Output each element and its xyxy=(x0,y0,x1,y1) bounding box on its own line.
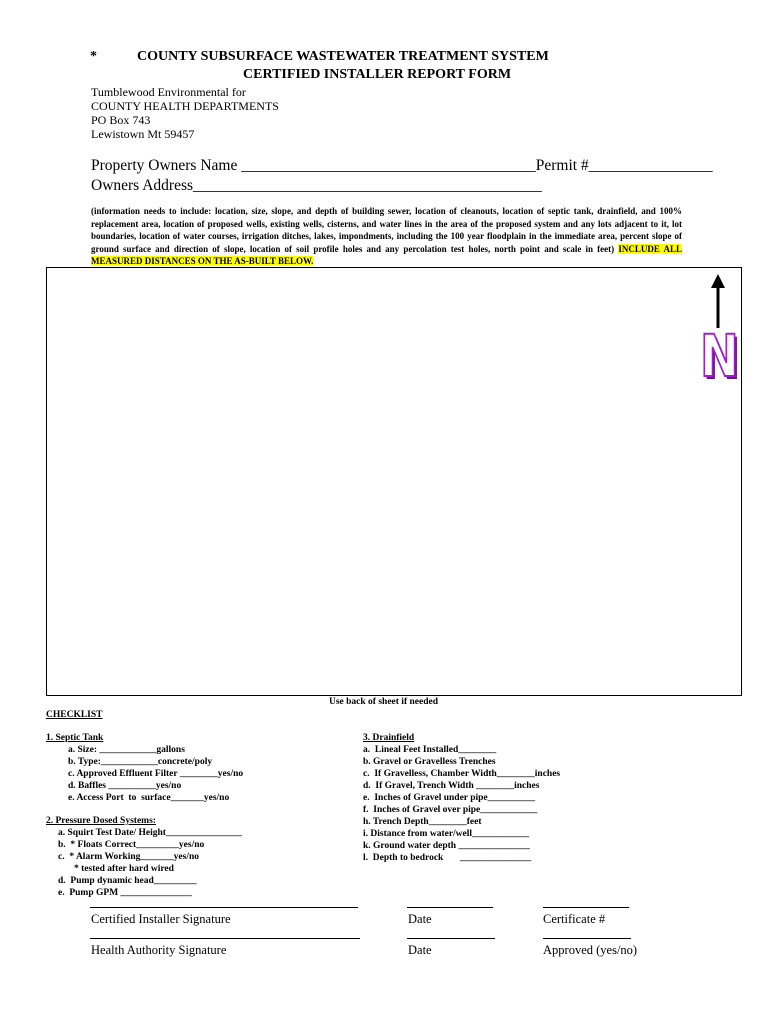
owners-address-field[interactable]: Owners Address_____________________________________________ xyxy=(91,177,542,194)
pump-gpm-field[interactable]: e. Pump GPM _______________ xyxy=(58,888,192,898)
address-line-3: PO Box 743 xyxy=(91,113,151,127)
septic-size-field[interactable]: a. Size: ____________gallons xyxy=(68,745,185,755)
property-owner-name-field[interactable]: Property Owners Name ______________________________________Permit #________________ xyxy=(91,157,713,174)
instructions-text: (information needs to include: location, size, slope, and depth of building sewer, location of cleanouts, location of septic tank, drainfield, and 100% replacement area, location of proposed wells, existing wells, cisterns, and water lines in the area of the proposed system and any lots adjacent to it, lot boundaries, location of water courses, irrigation ditches, lakes, impondments, including the 100 year floodplain in the immediate area, percent slope of ground surface and direction of slope, location of soil profile holes and any percolation test holes, north point and scale in feet) xyxy=(91,206,682,254)
access-port-field[interactable]: e. Access Port to surface_______yes/no xyxy=(68,793,230,803)
gravel-over-pipe-field[interactable]: f. Inches of Gravel over pipe____________ xyxy=(363,805,538,815)
north-letter: N xyxy=(700,322,739,390)
date-label-1: Date xyxy=(408,912,432,926)
instructions-paragraph xyxy=(91,205,682,268)
form-title-line1: COUNTY SUBSURFACE WASTEWATER TREATMENT SYSTEM xyxy=(137,49,549,64)
chamber-width-field[interactable]: c. If Gravelless, Chamber Width________inches xyxy=(363,769,561,779)
measured-distances-highlight: INCLUDE ALL MEASURED DISTANCES ON THE AS-BUILT BELOW. xyxy=(91,243,683,266)
address-line-2: COUNTY HEALTH DEPARTMENTS xyxy=(91,99,279,113)
health-authority-signature-line[interactable] xyxy=(90,938,360,939)
installer-signature-label: Certified Installer Signature xyxy=(91,912,231,926)
squirt-test-field[interactable]: a. Squirt Test Date/ Height________________ xyxy=(58,828,242,838)
approved-line[interactable] xyxy=(543,938,631,939)
approved-label: Approved (yes/no) xyxy=(543,943,638,957)
installer-signature-line[interactable] xyxy=(90,907,358,908)
distance-water-well-field[interactable]: i. Distance from water/well____________ xyxy=(363,829,530,839)
septic-tank-heading: 1. Septic Tank xyxy=(46,733,104,743)
pump-dynamic-head-field[interactable]: d. Pump dynamic head_________ xyxy=(58,876,197,886)
certificate-number-line[interactable] xyxy=(543,907,629,908)
septic-type-field[interactable]: b. Type:____________concrete/poly xyxy=(68,757,213,767)
checklist-heading: CHECKLIST xyxy=(46,710,103,720)
health-authority-signature-label: Health Authority Signature xyxy=(91,943,227,957)
certificate-label: Certificate # xyxy=(543,912,606,926)
address-line-1: Tumblewood Environmental for xyxy=(91,85,246,99)
ground-water-depth-field[interactable]: k. Ground water depth _______________ xyxy=(363,841,530,851)
baffles-field[interactable]: d. Baffles __________yes/no xyxy=(68,781,182,791)
back-of-sheet-note: Use back of sheet if needed xyxy=(329,697,438,707)
trench-depth-field[interactable]: h. Trench Depth________feet xyxy=(363,817,482,827)
installer-date-line[interactable] xyxy=(407,907,493,908)
effluent-filter-field[interactable]: c. Approved Effluent Filter ________yes/no xyxy=(68,769,244,779)
pressure-dosed-heading: 2. Pressure Dosed Systems: xyxy=(46,816,156,826)
alarm-working-field[interactable]: c. * Alarm Working_______yes/no xyxy=(58,852,200,862)
depth-to-bedrock-field[interactable]: l. Depth to bedrock _______________ xyxy=(363,853,532,863)
tested-hard-wired-note: * tested after hard wired xyxy=(74,864,174,874)
floats-correct-field[interactable]: b. * Floats Correct_________yes/no xyxy=(58,840,205,850)
asterisk-mark: * xyxy=(90,49,97,64)
site-plan-drawing-area[interactable] xyxy=(46,267,742,696)
drainfield-heading: 3. Drainfield xyxy=(363,733,415,743)
lineal-feet-field[interactable]: a. Lineal Feet Installed________ xyxy=(363,745,497,755)
address-line-4: Lewistown Mt 59457 xyxy=(91,127,195,141)
date-label-2: Date xyxy=(408,943,432,957)
form-title-line2: CERTIFIED INSTALLER REPORT FORM xyxy=(243,67,512,82)
trench-width-field[interactable]: d. If Gravel, Trench Width ________inches xyxy=(363,781,540,791)
gravel-under-pipe-field[interactable]: e. Inches of Gravel under pipe__________ xyxy=(363,793,536,803)
authority-date-line[interactable] xyxy=(407,938,495,939)
gravel-trenches-field[interactable]: b. Gravel or Gravelless Trenches xyxy=(363,757,496,767)
